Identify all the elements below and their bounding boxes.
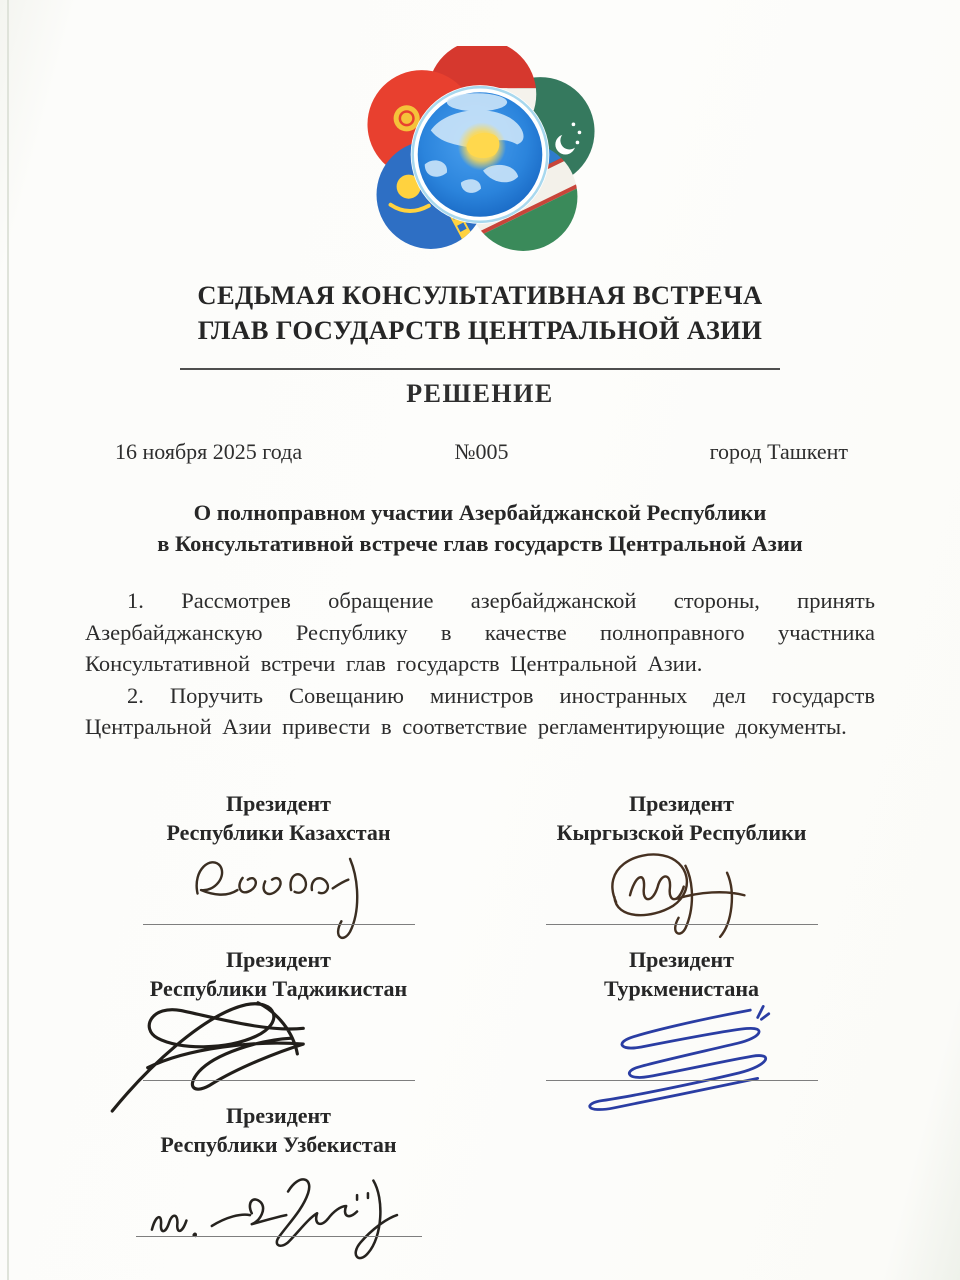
document-subject <box>0 497 960 559</box>
signature-area <box>88 847 469 939</box>
signature-line <box>546 924 818 925</box>
signatory-country: Туркменистана <box>603 975 760 1001</box>
document-title <box>0 278 960 348</box>
document-title-line2: ГЛАВ ГОСУДАРСТВ ЦЕНТРАЛЬНОЙ АЗИИ <box>197 315 763 345</box>
signature-line <box>136 1236 422 1237</box>
divider-line <box>180 368 780 370</box>
signature-tajikistan-icon <box>108 985 403 1113</box>
signatory-role: Президент <box>628 790 734 816</box>
summit-emblem-icon <box>364 46 596 262</box>
body-paragraph-2: 2. Поручить Совещанию министров иностранных дел государств Центральной Азии привести в соответствие регламентирующие документы. <box>85 682 875 739</box>
signature-area <box>88 1003 469 1095</box>
signatory-role: Президент <box>225 790 331 816</box>
body-paragraph-1: 1. Рассмотрев обращение азербайджанской стороны, принять Азербайджанскую Республику в качестве полноправного участника Консультативной встречи глав государств Центральной Азии. <box>85 588 875 676</box>
signature-block-turkmenistan <box>491 945 872 1095</box>
document-number: №005 <box>454 439 509 464</box>
signature-kyrgyzstan-icon <box>560 845 803 949</box>
signatory-title-kazakhstan <box>166 789 390 847</box>
signature-line <box>546 1080 818 1081</box>
signature-block-kazakhstan <box>88 789 469 939</box>
signature-line <box>143 1080 415 1081</box>
signatory-role: Президент <box>225 1102 331 1128</box>
signatory-country: Республики Таджикистан <box>149 975 408 1001</box>
signature-area <box>491 847 872 939</box>
signatory-role: Президент <box>628 946 734 972</box>
document-subject-line1: О полноправном участии Азербайджанской Республики <box>193 500 767 525</box>
signatory-role: Президент <box>225 946 331 972</box>
document-place: город Ташкент <box>709 439 848 464</box>
signature-kazakhstan-icon <box>157 845 400 949</box>
document-meta-row <box>115 439 848 465</box>
signature-block-uzbekistan <box>88 1101 469 1263</box>
signatory-country: Республики Казахстан <box>166 819 391 845</box>
document-body <box>85 585 875 743</box>
document-subject-line2: в Консультативной встрече глав государств Центральной Азии <box>157 531 803 556</box>
document-date: 16 ноября 2025 года <box>115 439 303 464</box>
globe-icon <box>411 85 550 224</box>
document-title-line1: СЕДЬМАЯ КОНСУЛЬТАТИВНАЯ ВСТРЕЧА <box>197 280 763 310</box>
signature-uzbekistan-icon <box>133 1157 423 1275</box>
signatory-country: Кыргызской Республики <box>556 819 807 845</box>
signatory-title-turkmenistan <box>604 945 759 1003</box>
signature-grid <box>88 789 872 1263</box>
signatory-title-kyrgyzstan <box>557 789 807 847</box>
signature-line <box>143 924 415 925</box>
signature-turkmenistan-icon <box>543 999 820 1119</box>
signatory-country: Республики Узбекистан <box>160 1131 397 1157</box>
signature-area <box>491 1003 872 1095</box>
signature-block-kyrgyzstan <box>491 789 872 939</box>
signature-area <box>88 1159 469 1263</box>
doc-type-heading: РЕШЕНИЕ <box>406 379 554 408</box>
summit-emblem <box>0 0 960 262</box>
signature-block-tajikistan <box>88 945 469 1095</box>
